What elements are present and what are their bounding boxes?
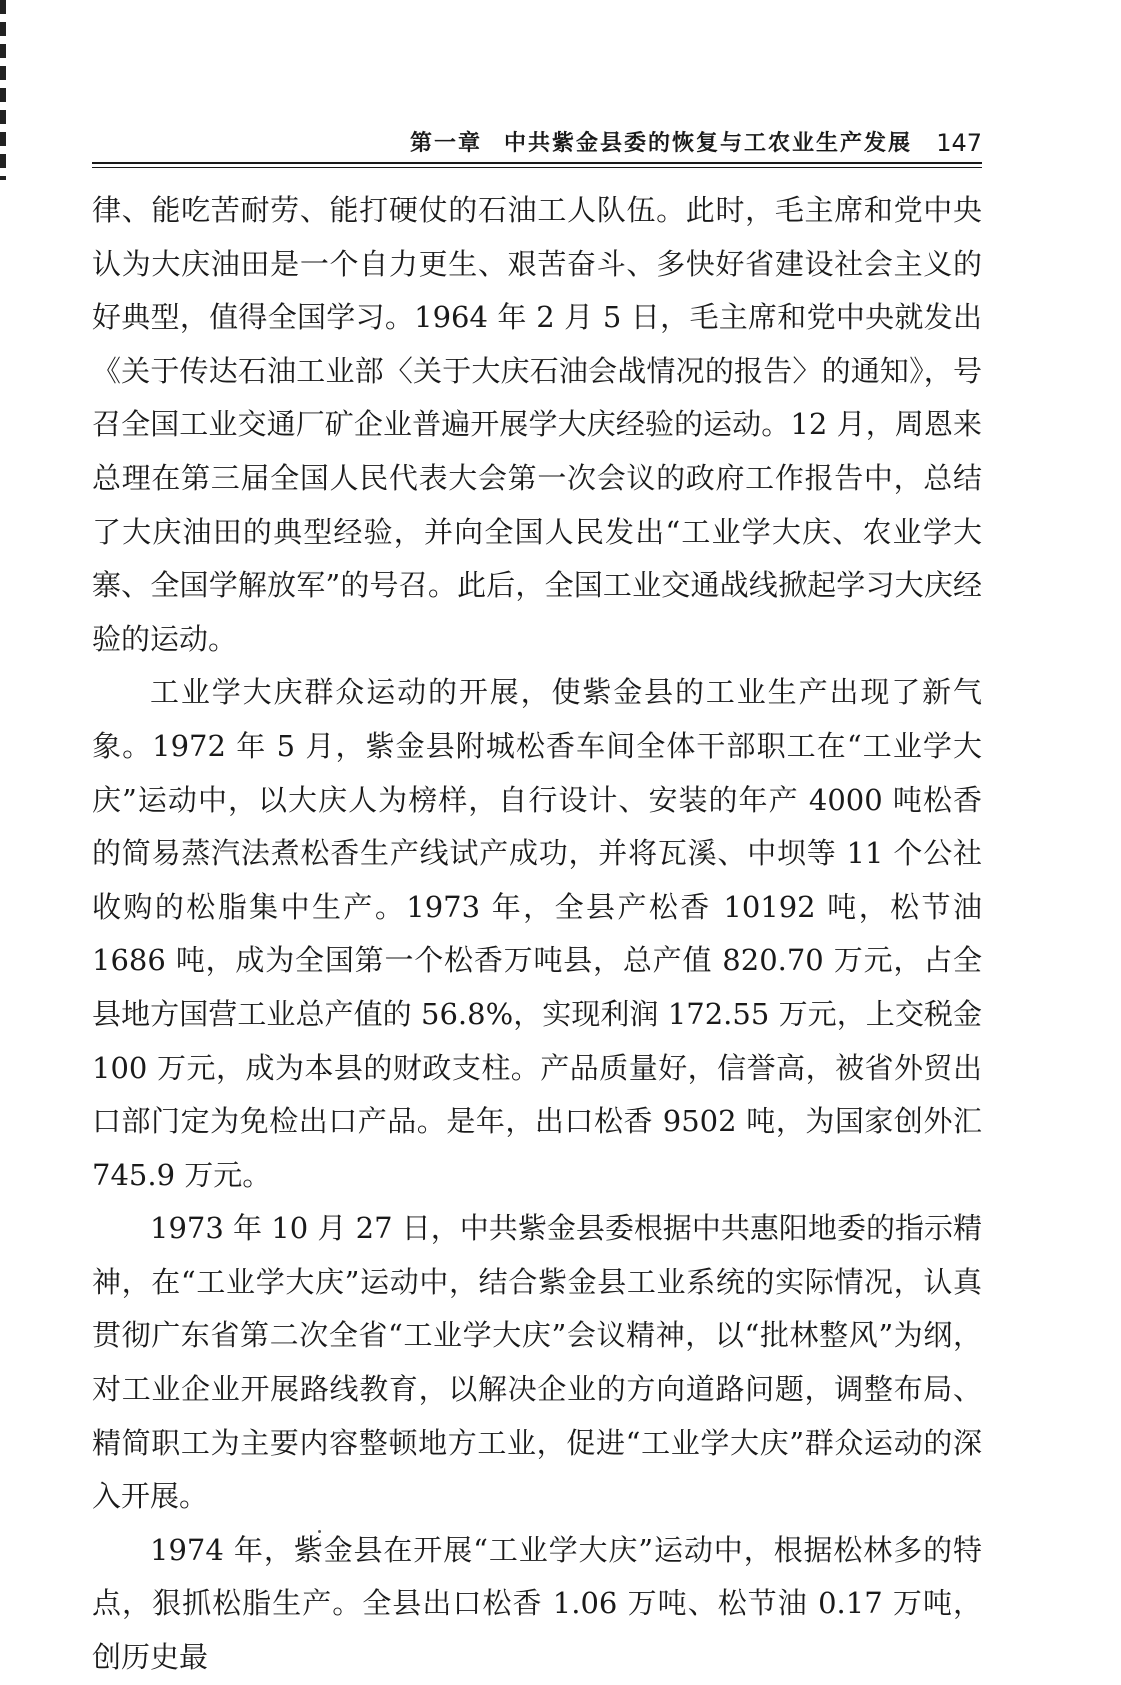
running-head (410, 128, 912, 158)
paragraph: 1973 年 10 月 27 日，中共紫金县委根据中共惠阳地委的指示精神，在“工业学大庆”运动中，结合紫金县工业系统的实际情况，认真贯彻广东省第二次全省“工业学大庆”会议精神，以“批林整风”为纲，对工业企业开展路线教育，以解决企业的方向道路问题，调整布局、精简职工为主要内容整顿地方工业，促进“工业学大庆”群众运动的深入开展。 (92, 1211, 982, 1514)
header-rule-thick (92, 162, 982, 164)
paragraph: 工业学大庆群众运动的开展，使紫金县的工业生产出现了新气象。1972 年 5 月，紫金县附城松香车间全体干部职工在“工业学大庆”运动中，以大庆人为榜样，自行设计、安装的年产 4000 吨松香的简易蒸汽法煮松香生产线试产成功，并将瓦溪、中坝等 11 个公社收购的松脂集中生产。1973 年，全县产松香 10192 吨，松节油 1686 吨，成为全国第一个松香万吨县，总产值 820.70 万元，占全县地方国营工业总产值的 56.8%，实现利润 172.55 万元，上交税金 100 万元，成为本县的财政支柱。产品质量好，信誉高，被省外贸出口部门定为免检出口产品。是年，出口松香 9502 吨，为国家创外汇 745.9 万元。 (92, 675, 982, 1192)
scan-speck (318, 1530, 321, 1533)
chapter-title: 中共紫金县委的恢复与工农业生产发展 (503, 130, 912, 156)
paragraph: 1974 年，紫金县在开展“工业学大庆”运动中，根据松林多的特点，狠抓松脂生产。全县出口松香 1.06 万吨、松节油 0.17 万吨，创历史最 (92, 1532, 982, 1675)
page-number: 147 (936, 129, 982, 157)
body-text (92, 184, 982, 1685)
chapter-label: 第一章 (409, 130, 482, 156)
header-rule-thin (92, 167, 982, 168)
binding-edge-marks (0, 0, 6, 180)
paragraph-continued: 律、能吃苦耐劳、能打硬仗的石油工人队伍。此时，毛主席和党中央认为大庆油田是一个自力更生、艰苦奋斗、多快好省建设社会主义的好典型，值得全国学习。1964 年 2 月 5 日，毛主席和党中央就发出《关于传达石油工业部〈关于大庆石油会战情况的报告〉的通知》，号召全国工业交通厂矿企业普遍开展学大庆经验的运动。12 月，周恩来总理在第三届全国人民代表大会第一次会议的政府工作报告中，总结了大庆油田的典型经验，并向全国人民发出“工业学大庆、农业学大寨、全国学解放军”的号召。此后，全国工业交通战线掀起学习大庆经验的运动。 (92, 193, 982, 656)
page-header (92, 128, 982, 164)
